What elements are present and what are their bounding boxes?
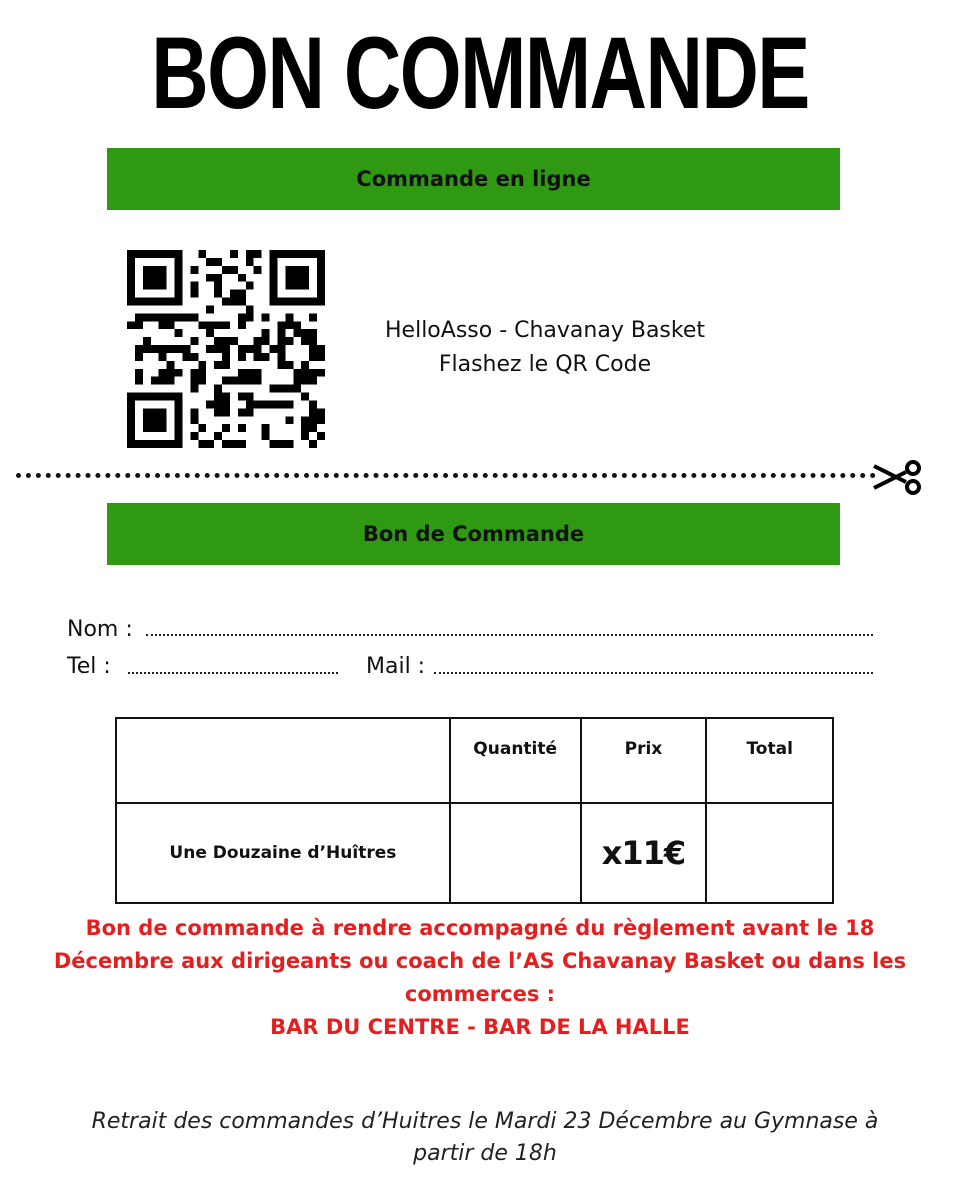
tel-label: Tel : <box>67 654 111 679</box>
notice-line3: commerces : <box>404 982 556 1006</box>
header-quantity: Quantité <box>450 718 581 803</box>
pickup-info <box>40 1106 930 1170</box>
header-total: Total <box>706 718 833 803</box>
footer-line2: partir de 18h <box>413 1141 557 1166</box>
cut-line-divider <box>16 473 876 478</box>
order-table <box>115 717 834 904</box>
cell-product: Une Douzaine d’Huîtres <box>116 803 450 903</box>
cell-price: x11€ <box>581 803 707 903</box>
return-notice <box>30 912 930 1044</box>
footer-line1: Retrait des commandes d’Huitres le Mardi 23 Décembre au Gymnase à <box>91 1109 879 1134</box>
qr-caption-line1: HelloAsso - Chavanay Basket <box>385 318 705 343</box>
header-product <box>116 718 450 803</box>
tel-field[interactable] <box>128 672 338 674</box>
mail-label: Mail : <box>366 654 426 679</box>
table-header-row <box>116 718 833 803</box>
order-form-header: Bon de Commande <box>107 503 840 565</box>
notice-line2: Décembre aux dirigeants ou coach de l’AS Chavanay Basket ou dans les <box>53 949 907 973</box>
nom-label: Nom : <box>67 617 133 642</box>
qr-caption <box>330 314 760 382</box>
qr-code-icon[interactable] <box>127 250 325 448</box>
notice-line1: Bon de commande à rendre accompagné du règlement avant le 18 <box>85 916 875 940</box>
nom-field[interactable] <box>146 634 873 636</box>
header-price: Prix <box>581 718 707 803</box>
online-order-header: Commande en ligne <box>107 148 840 210</box>
table-row <box>116 803 833 903</box>
cell-total[interactable] <box>706 803 833 903</box>
scissors-icon <box>872 458 924 496</box>
mail-field[interactable] <box>434 672 873 674</box>
qr-caption-line2: Flashez le QR Code <box>438 352 652 377</box>
cell-quantity[interactable] <box>450 803 581 903</box>
notice-line4: BAR DU CENTRE - BAR DE LA HALLE <box>270 1015 690 1039</box>
page-title: BON COMMANDE <box>151 16 809 130</box>
